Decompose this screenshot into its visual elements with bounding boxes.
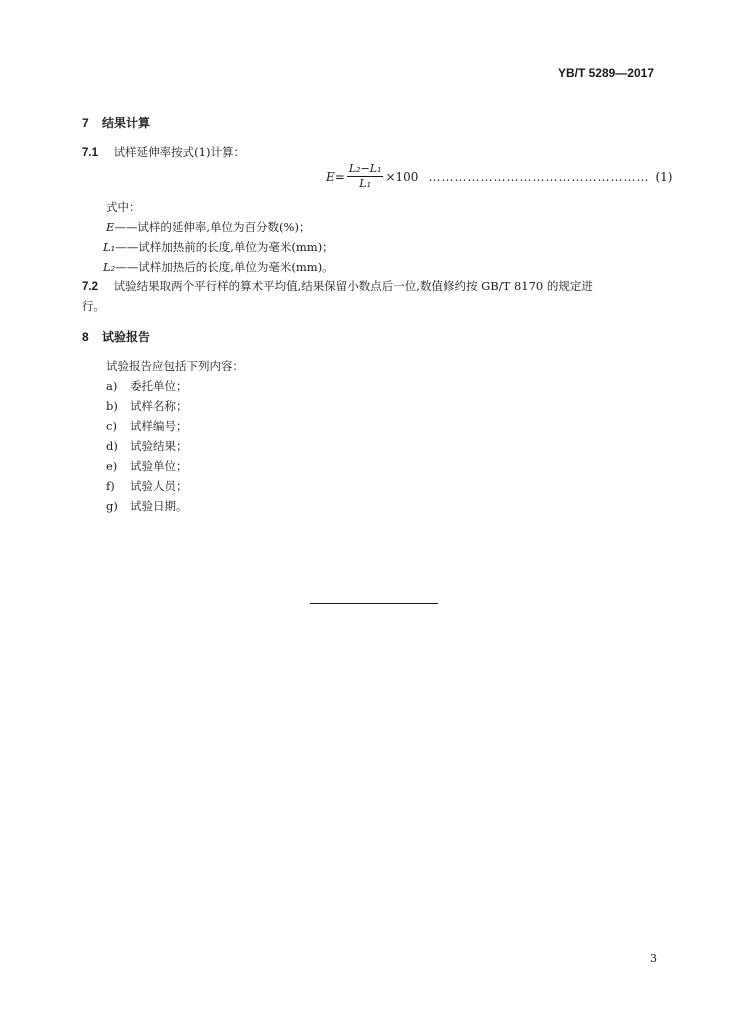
variable-symbol: E xyxy=(106,220,115,234)
variable-symbol: L₂ xyxy=(103,260,116,274)
clause-7-2 xyxy=(82,278,593,294)
variable-description: ——试样的延伸率,单位为百分数(%)； xyxy=(114,220,311,234)
where-label: 式中： xyxy=(106,200,141,214)
equation-number: (1) xyxy=(655,169,673,184)
variable-symbol: L₁ xyxy=(103,240,116,254)
list-item xyxy=(106,398,188,414)
clause-7-2-number: 7.2 xyxy=(82,281,98,293)
clause-7-1-text: 试样延伸率按式(1)计算： xyxy=(113,145,245,159)
clause-7-1-number: 7.1 xyxy=(82,147,98,159)
variable-description: ——试样加热后的长度,单位为毫米(mm)。 xyxy=(115,260,334,274)
variable-description: ——试样加热前的长度,单位为毫米(mm)； xyxy=(115,240,334,254)
section-8-heading xyxy=(82,328,150,345)
list-item xyxy=(106,458,188,474)
clause-7-2-text: 试验结果取两个平行样的算术平均值,结果保留小数点后一位,数值修约按 GB/T 8170 的规定进 xyxy=(113,279,593,293)
list-item-label: e) xyxy=(106,459,118,473)
formula-fraction xyxy=(347,162,384,191)
standard-code: YB/T 5289—2017 xyxy=(557,66,654,80)
variable-row xyxy=(103,239,334,255)
list-item-text: 试验结果； xyxy=(130,439,188,453)
list-item-label: b) xyxy=(106,399,118,413)
formula-denominator: L₁ xyxy=(359,177,372,190)
list-item-text: 试样编号； xyxy=(130,419,188,433)
clause-7-1 xyxy=(82,144,245,160)
formula-1 xyxy=(326,162,672,191)
list-item-label: g) xyxy=(106,499,118,513)
section-8-title: 试验报告 xyxy=(102,330,151,344)
list-item-text: 委托单位； xyxy=(130,379,188,393)
variable-row xyxy=(106,219,310,235)
formula-leader-dots: …………………………………………… xyxy=(428,169,650,184)
list-item-text: 试样名称； xyxy=(130,399,188,413)
clause-7-2-continuation: 行。 xyxy=(82,299,105,313)
list-item-label: c) xyxy=(106,419,117,433)
formula-numerator: L₂−L₁ xyxy=(348,162,382,175)
end-rule xyxy=(310,603,438,604)
list-item xyxy=(106,378,188,394)
list-item-label: d) xyxy=(106,439,118,453)
formula-tail: ×100 xyxy=(385,169,419,184)
list-item-label: f) xyxy=(106,479,115,493)
formula-lhs: E= xyxy=(326,169,345,184)
section-7-number: 7 xyxy=(82,116,89,130)
list-item xyxy=(106,478,188,494)
section-7-title: 结果计算 xyxy=(102,116,151,130)
list-item-label: a) xyxy=(106,379,118,393)
list-item-text: 试验单位； xyxy=(130,459,188,473)
section-8-number: 8 xyxy=(82,330,89,344)
report-intro: 试验报告应包括下列内容： xyxy=(106,359,244,373)
list-item xyxy=(106,438,188,454)
list-item xyxy=(106,498,188,514)
page-number: 3 xyxy=(650,952,657,965)
variable-row xyxy=(103,259,334,275)
list-item-text: 试验人员； xyxy=(130,479,188,493)
list-item xyxy=(106,418,188,434)
list-item-text: 试验日期。 xyxy=(130,499,188,513)
section-7-heading xyxy=(82,114,150,131)
